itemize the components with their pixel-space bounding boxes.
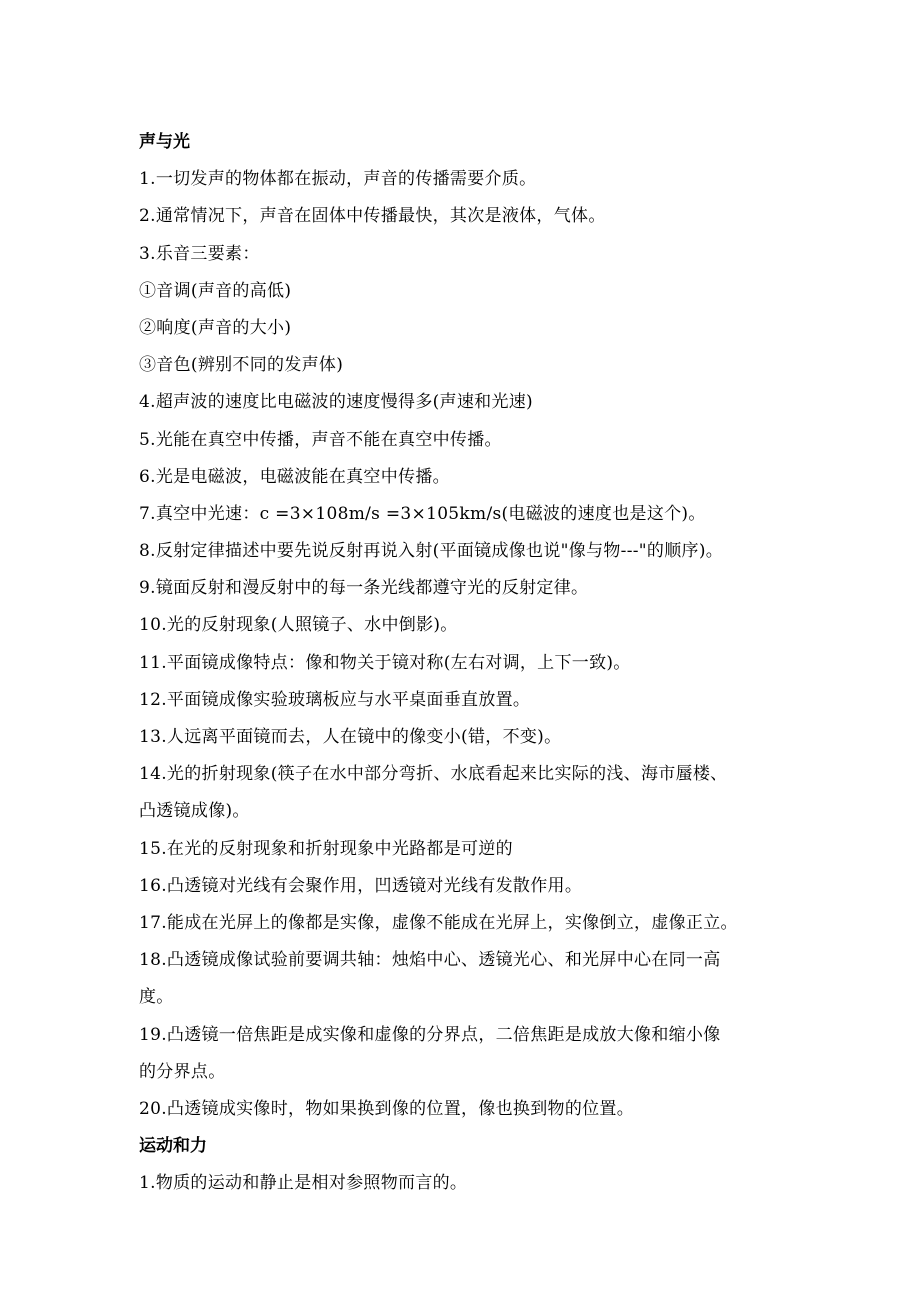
list-item [139, 645, 809, 682]
list-item-line: 1.物质的运动和静止是相对参照物而言的。 [139, 1173, 468, 1194]
list-item [139, 236, 809, 273]
list-item-line: 1.一切发声的物体都在振动，声音的传播需要介质。 [139, 169, 537, 190]
list-item-line: 13.人远离平面镜而去，人在镜中的像变小(错，不变)。 [139, 727, 562, 747]
list-item-line: 的分界点。 [139, 1061, 226, 1082]
list-item [139, 756, 809, 830]
list-item [139, 1017, 809, 1091]
list-item-line: 度。 [139, 987, 174, 1008]
list-item-line: 14.光的折射现象(筷子在水中部分弯折、水底看起来比实际的浅、海市蜃楼、 [139, 764, 728, 785]
list-item-line: ①音调(声音的高低) [139, 280, 292, 301]
list-item [139, 496, 809, 533]
list-item-line: 8.反射定律描述中要先说反射再说入射(平面镜成像也说"像与物---"的顺序)。 [139, 541, 724, 562]
list-item [139, 310, 809, 347]
list-item [139, 459, 809, 496]
list-item-line: 16.凸透镜对光线有会聚作用，凹透镜对光线有发散作用。 [139, 875, 583, 896]
list-item [139, 198, 809, 235]
list-item-line: 5.光能在真空中传播，声音不能在真空中传播。 [139, 429, 502, 450]
list-item [139, 422, 809, 459]
list-item-line: 11.平面镜成像特点：像和物关于镜对称(左右对调，上下一致)。 [139, 652, 631, 673]
list-item-line: 17.能成在光屏上的像都是实像，虚像不能成在光屏上，实像倒立，虚像正立。 [139, 912, 738, 933]
list-item [139, 868, 809, 905]
list-item-line: ③音色(辨别不同的发声体) [139, 355, 344, 376]
list-item [139, 347, 809, 384]
list-item-line: 3.乐音三要素： [139, 243, 260, 264]
section-heading: 声与光 [139, 132, 190, 152]
list-item-line: 20.凸透镜成实像时，物如果换到像的位置，像也换到物的位置。 [139, 1098, 635, 1119]
list-item [139, 161, 809, 198]
list-item-line: 2.通常情况下，声音在固体中传播最快，其次是液体，气体。 [139, 206, 606, 227]
list-item-line: 7.真空中光速：c =3×108m/s =3×105km/s(电磁波的速度也是这个)。 [139, 503, 706, 524]
section-heading: 运动和力 [139, 1136, 207, 1157]
list-item [139, 682, 809, 719]
list-item-line: 18.凸透镜成像试验前要调共轴：烛焰中心、透镜光心、和光屏中心在同一高 [139, 950, 721, 971]
list-item [139, 719, 809, 756]
list-item-line: 凸透镜成像)。 [139, 801, 250, 822]
list-item-line: 6.光是电磁波，电磁波能在真空中传播。 [139, 466, 450, 487]
list-item [139, 570, 809, 607]
list-item [139, 533, 809, 570]
list-item [139, 831, 809, 868]
list-item [139, 1165, 809, 1202]
list-item [139, 942, 809, 1016]
list-item-line: 15.在光的反射现象和折射现象中光路都是可逆的 [139, 838, 513, 859]
list-item-line: 9.镜面反射和漫反射中的每一条光线都遵守光的反射定律。 [139, 578, 589, 599]
list-item [139, 384, 809, 421]
list-item-line: 4.超声波的速度比电磁波的速度慢得多(声速和光速) [139, 392, 533, 413]
list-item-line: 19.凸透镜一倍焦距是成实像和虚像的分界点，二倍焦距是成放大像和缩小像 [139, 1024, 721, 1045]
list-item [139, 905, 809, 942]
list-item-line: ②响度(声音的大小) [139, 317, 292, 338]
list-item-line: 12.平面镜成像实验玻璃板应与水平桌面垂直放置。 [139, 689, 531, 710]
list-item [139, 1091, 809, 1128]
list-item [139, 607, 809, 644]
list-item-line: 10.光的反射现象(人照镜子、水中倒影)。 [139, 615, 458, 636]
section-1 [139, 1128, 809, 1202]
document-body [139, 124, 809, 1202]
list-item [139, 273, 809, 310]
section-0 [139, 124, 809, 1128]
